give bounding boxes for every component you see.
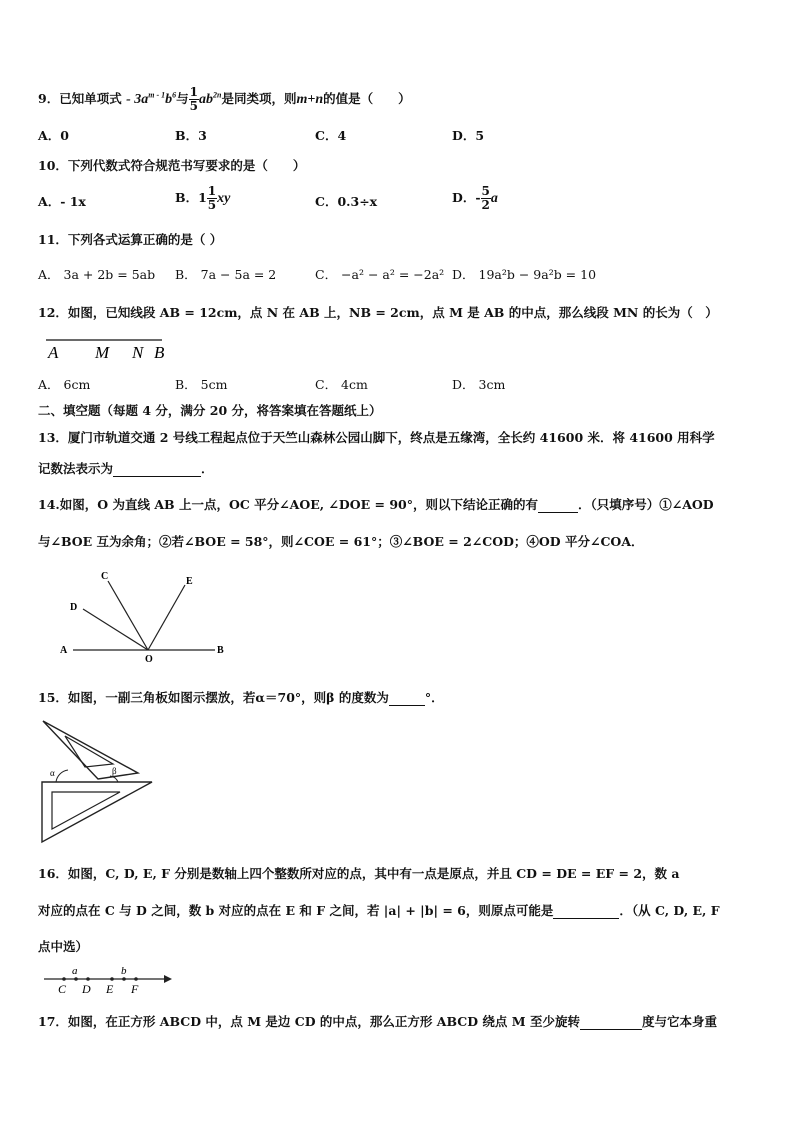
beta-label: β	[112, 766, 117, 776]
q10-b-label: B．	[175, 190, 199, 205]
q13-end: ．	[201, 461, 214, 476]
q10-d-num: 5	[481, 184, 490, 198]
q10-stem: 10．下列代数式符合规范书写要求的是（ ）	[38, 158, 306, 173]
point-e-dot	[110, 977, 114, 981]
q10-b-whole: 1	[198, 190, 207, 205]
point-label-a: A	[48, 343, 59, 362]
q10-option-c: C．0.3÷x	[315, 194, 378, 209]
q9-option-d: D．5	[452, 128, 485, 143]
ray-od	[83, 609, 148, 650]
q10-b-fraction	[207, 185, 217, 212]
q15-stem	[38, 688, 444, 706]
q11-option-a: A． 3a + 2b = 5ab	[38, 267, 156, 282]
point-a-dot	[74, 977, 78, 981]
q9-option-c: C．4	[315, 128, 347, 143]
point-label-b: B	[154, 343, 165, 362]
number-line-label-d: D	[82, 982, 91, 996]
q16-number-line	[40, 962, 175, 996]
q10-b-num: 1	[207, 184, 217, 198]
q9-term2-sup: 2n	[213, 90, 222, 100]
q15-answer-blank[interactable]	[389, 690, 425, 706]
q14-line1a: 14.如图，O 为直线 AB 上一点，OC 平分∠AOE, ∠DOE = 90°，则以下结论正确的有	[38, 497, 538, 512]
q10-d-label: D．-	[452, 190, 481, 205]
number-line-label-a: a	[72, 965, 78, 977]
number-line-label-f: F	[131, 982, 139, 996]
q16-answer-blank[interactable]	[553, 903, 619, 919]
angle-label-a: A	[60, 645, 68, 656]
lower-set-square-inner	[52, 792, 120, 829]
q13-line2	[38, 459, 214, 477]
q15-text: 15．如图，一副三角板如图示摆放，若α＝70°，则β 的度数为	[38, 690, 389, 705]
point-label-m: M	[95, 343, 110, 362]
point-f-dot	[134, 977, 138, 981]
angle-label-d: D	[70, 602, 78, 613]
q12-option-a: A． 6cm	[38, 377, 91, 392]
q10-option-a: A．- 1x	[38, 194, 86, 209]
q12-option-d: D． 3cm	[452, 377, 506, 392]
q13-prefix: 记数法表示为	[38, 461, 114, 476]
number-line-label-c: C	[58, 982, 67, 996]
number-line-arrow-icon	[164, 975, 172, 983]
q12-segment-figure	[40, 332, 180, 364]
q9-frac-num: 1	[189, 85, 198, 99]
q13-line1: 13．厦门市轨道交通 2 号线工程起点位于天竺山森林公园山脚下，终点是五缘湾，全长约 41600 米．将 41600 用科学	[38, 430, 715, 445]
q9-term1-bsup: 6	[172, 90, 177, 100]
q14-answer-blank[interactable]	[538, 497, 578, 513]
q9-mid: 与	[176, 91, 189, 106]
q14-line1	[38, 495, 714, 513]
alpha-label: α	[50, 768, 55, 778]
q9-end: 的值是（ ）	[323, 91, 411, 106]
q11-stem: 11．下列各式运算正确的是（ ）	[38, 232, 223, 247]
q9-term1-base: - 3a	[126, 92, 149, 107]
q9-option-a: A．0	[38, 128, 69, 143]
q12-option-c: C． 4cm	[315, 377, 368, 392]
q10-d-fraction	[481, 185, 491, 212]
q16-line2b: ．（从 C, D, E, F	[619, 903, 720, 918]
q9-stem	[38, 86, 411, 113]
angle-label-b: B	[217, 645, 224, 656]
q9-term1	[126, 92, 176, 107]
q9-frac-den: 5	[189, 99, 198, 113]
q16-line2a: 对应的点在 C 与 D 之间，数 b 对应的点在 E 和 F 之间，若 |a| + |b| = 6，则原点可能是	[38, 903, 554, 918]
q10-d-den: 2	[481, 198, 490, 212]
angle-label-c: C	[101, 571, 109, 582]
upper-set-square-outer	[43, 721, 138, 779]
ray-oe	[148, 585, 185, 650]
q16-line3: 点中选）	[38, 939, 89, 954]
q11-option-d: D． 19a²b − 9a²b = 10	[452, 267, 597, 282]
q11-option-b: B． 7a − 5a = 2	[175, 267, 277, 282]
q14-angle-figure	[55, 565, 245, 670]
q10-option-b	[175, 185, 230, 212]
q9-mn: m+n	[296, 92, 324, 107]
q9-term1-sup: m - 1	[148, 90, 166, 100]
lower-set-square-outer	[42, 782, 152, 842]
q9-option-b: B．3	[175, 128, 207, 143]
q10-b-var: xy	[217, 191, 231, 206]
q15-end: °．	[424, 690, 444, 705]
q9-term2	[199, 92, 221, 107]
point-c-dot	[62, 977, 66, 981]
q9-prefix: 9．已知单项式	[38, 91, 122, 106]
angle-label-e: E	[186, 576, 193, 587]
q12-option-b: B． 5cm	[175, 377, 228, 392]
q16-line2	[38, 901, 720, 919]
q17-text: 17．如图，在正方形 ABCD 中，点 M 是边 CD 的中点，那么正方形 ABCD 绕点 M 至少旋转	[38, 1014, 580, 1029]
q10-d-var: a	[490, 191, 498, 206]
q14-line2: 与∠BOE 互为余角；②若∠BOE = 58°，则∠COE = 61°；③∠BOE = 2∠COD；④OD 平分∠COA．	[38, 534, 644, 549]
q17-answer-blank[interactable]	[580, 1014, 642, 1030]
q14-line1b: ．（只填序号）①∠AOD	[578, 497, 714, 512]
q12-stem: 12．如图，已知线段 AB = 12cm，点 N 在 AB 上，NB = 2cm，点 M 是 AB 的中点，那么线段 MN 的长为（ ）	[38, 305, 718, 320]
point-b-dot	[122, 977, 126, 981]
q13-answer-blank[interactable]	[113, 461, 201, 477]
q10-b-den: 5	[207, 198, 217, 212]
q9-suffix: 是同类项，则	[221, 91, 297, 106]
q10-option-d	[452, 185, 498, 212]
q9-term2-base: ab	[199, 92, 213, 107]
q11-option-c: C． −a² − a² = −2a²	[315, 267, 445, 282]
q9-term1-b: b	[165, 92, 173, 107]
angle-label-o: O	[145, 654, 153, 665]
q17-stem	[38, 1012, 717, 1030]
point-d-dot	[86, 977, 90, 981]
q17-end: 度与它本身重	[641, 1014, 717, 1029]
number-line-label-b: b	[121, 965, 127, 977]
q16-line1: 16．如图，C, D, E, F 分别是数轴上四个整数所对应的点，其中有一点是原点，并且 CD = DE = EF = 2，数 a	[38, 866, 680, 881]
q9-fraction	[189, 86, 199, 113]
q15-triangle-figure	[38, 716, 158, 846]
ray-oc	[108, 581, 148, 650]
section-heading: 二、填空题（每题 4 分，满分 20 分，将答案填在答题纸上）	[38, 403, 382, 418]
alpha-arc	[56, 770, 68, 782]
point-label-n: N	[132, 343, 144, 362]
number-line-label-e: E	[106, 982, 114, 996]
